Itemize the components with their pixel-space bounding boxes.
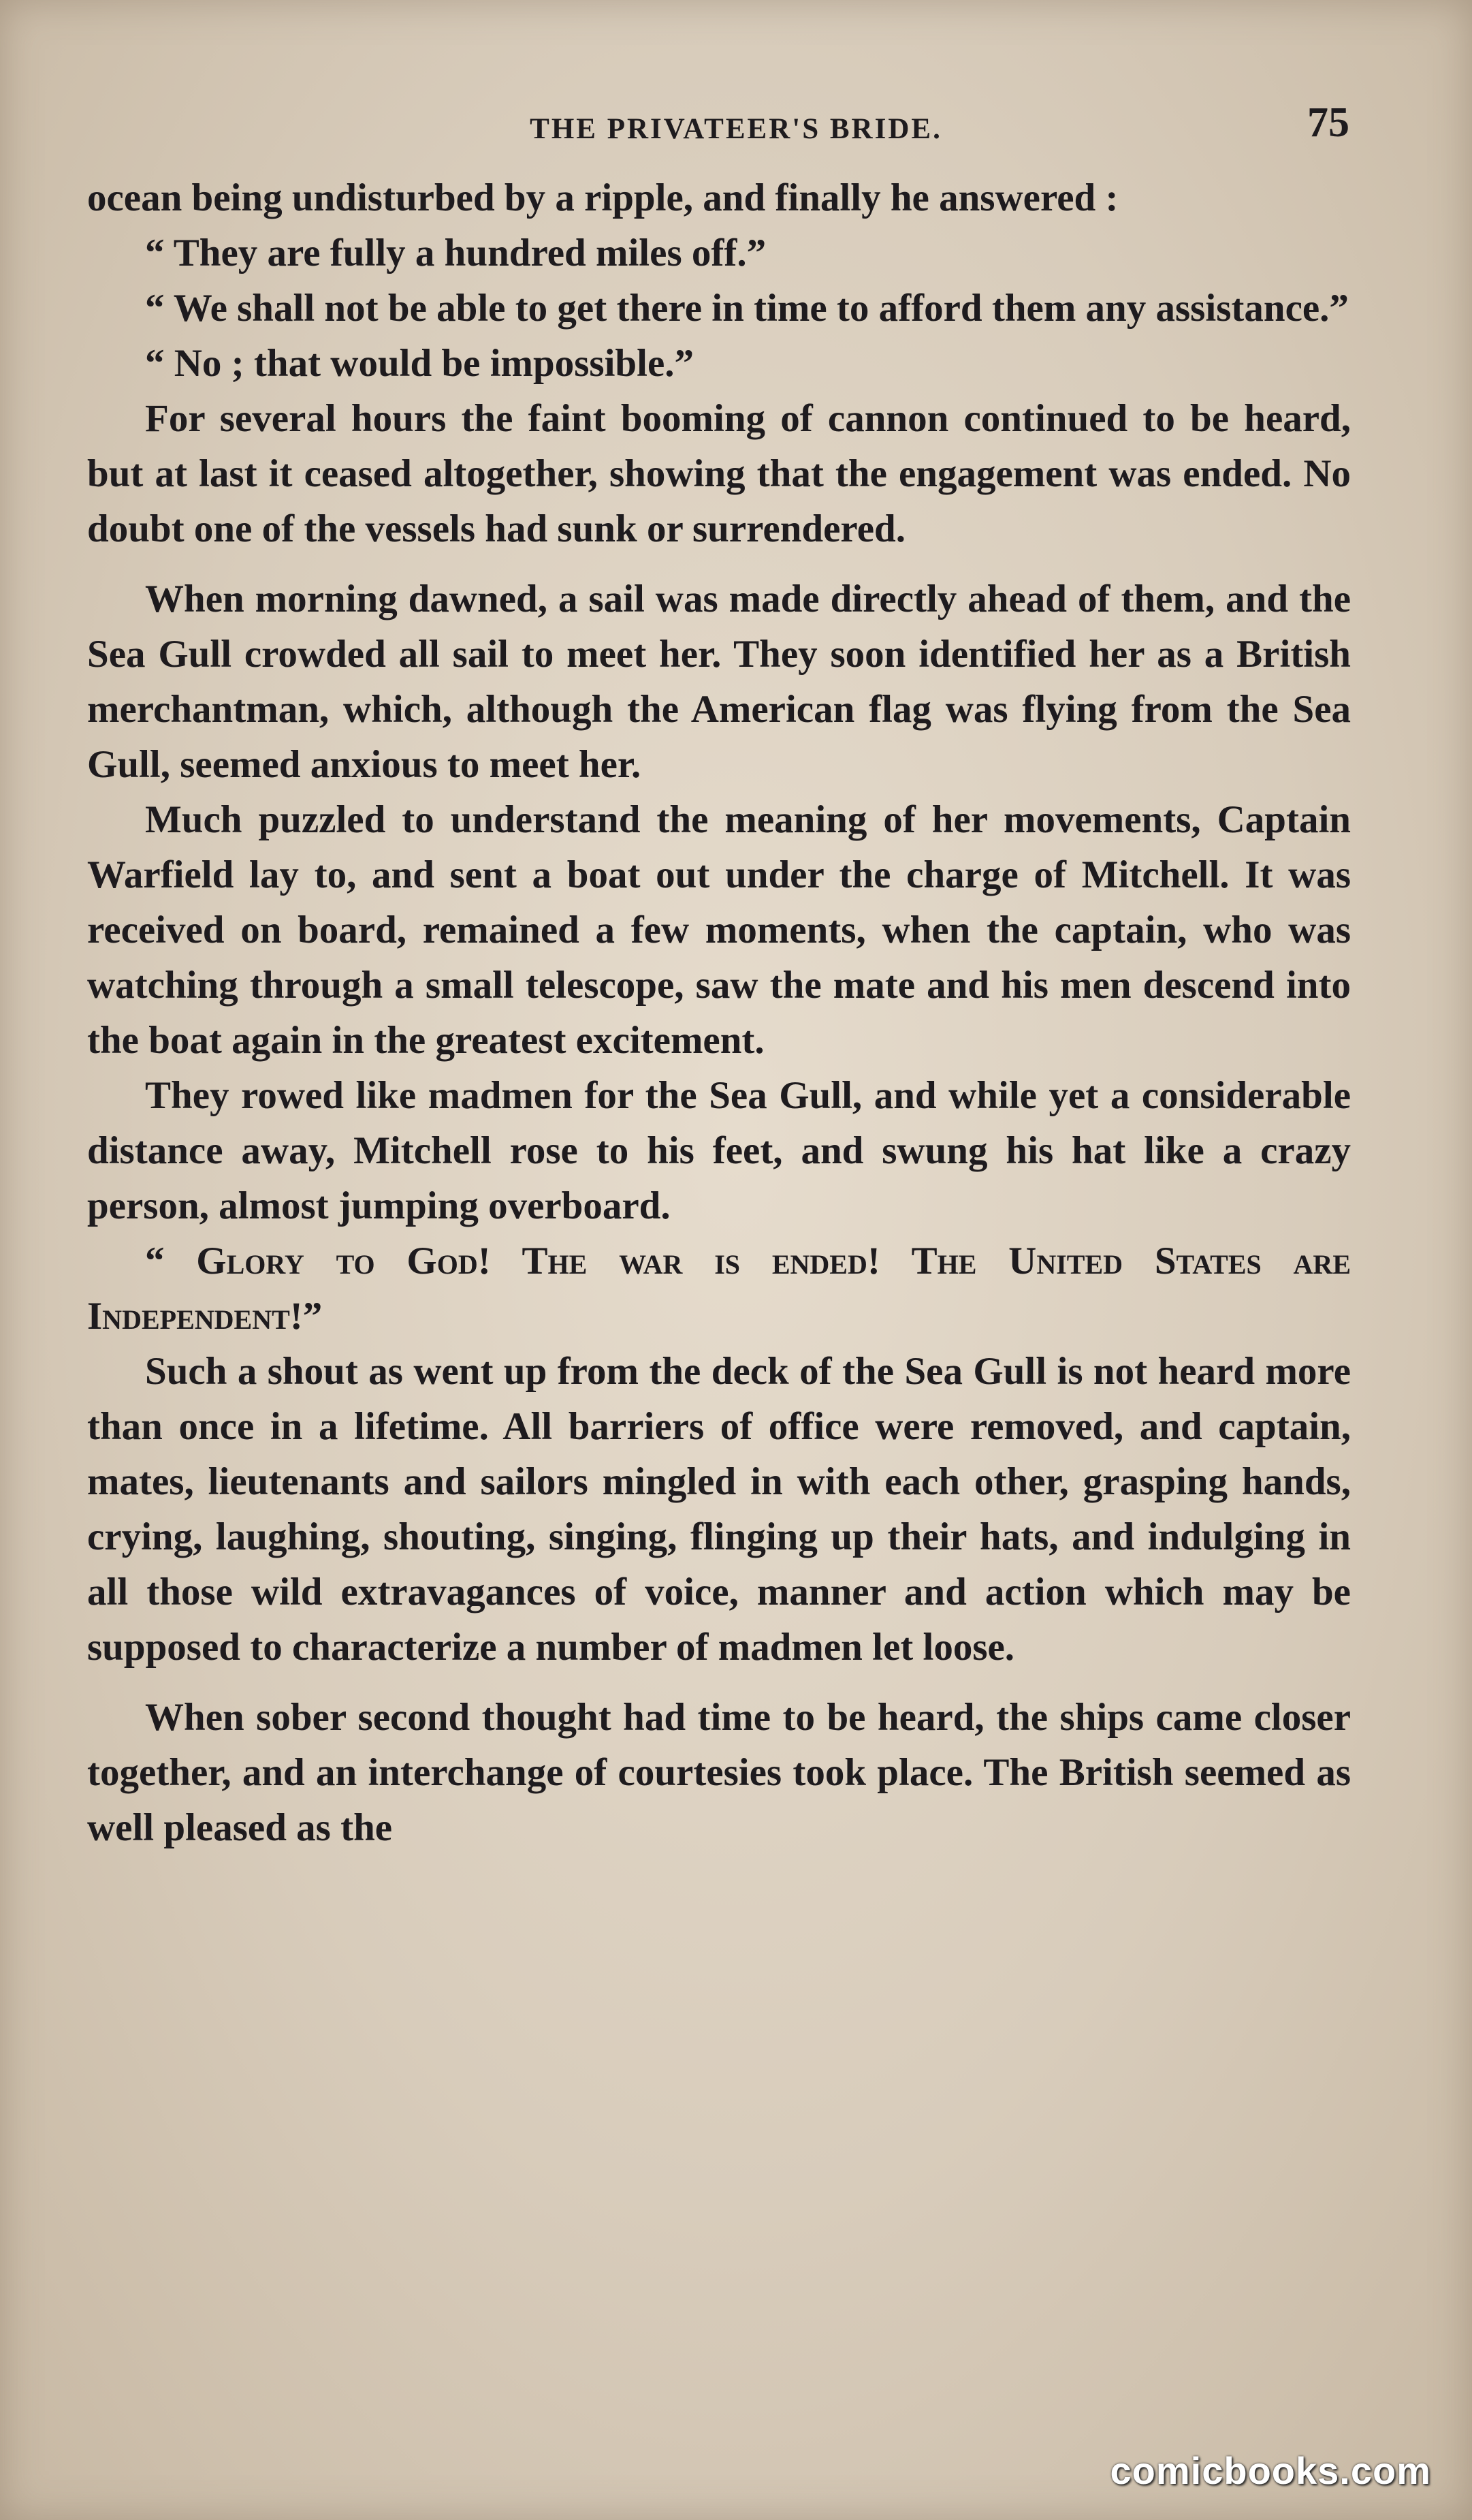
dialogue-paragraph: “ We shall not be able to get there in time to afford them any assistance.” [145, 287, 1349, 330]
watermark: comicbooks.com [1110, 2449, 1431, 2492]
paragraph: For several hours the faint booming of cannon continued to be heard, but at last it ceased altogether, showing that the engagement was ended. No doubt one of the vessels had sunk or surrendered. [87, 397, 1351, 550]
paragraph: When sober second thought had time to be heard, the ships came closer together, and an interchange of courtesies took place. The British seemed as well pleased as the [87, 1696, 1351, 1849]
dialogue-paragraph: “ No ; that would be impossible.” [145, 342, 694, 385]
paragraph: Such a shout as went up from the deck of the Sea Gull is not heard more than once in a lifetime. All barriers of office were removed, and captain, mates, lieutenants and sailors mingled in with each other, grasping hands, crying, laughing, shouting, singing, flinging up their hats, and indulging in all those wild extravagances of voice, manner and action which may be supposed to characterize a number of madmen let loose. [87, 1350, 1351, 1669]
paragraph: Much puzzled to understand the meaning of her movements, Captain Warfield lay to, and sent a boat out under the charge of Mitchell. It was received on board, remained a few moments, when the captain, who was watching through a small telescope, saw the mate and his men descend into the boat again in the greatest excitement. [87, 798, 1351, 1062]
paragraph-continuation: ocean being undisturbed by a ripple, and finally he answered : [87, 176, 1119, 219]
paragraph: They rowed like madmen for the Sea Gull, and while yet a considerable distance away, Mitchell rose to his feet, and swung his hat like a crazy person, almost jumping overboard. [87, 1074, 1351, 1227]
page-number: 75 [1307, 99, 1349, 146]
paragraph: When morning dawned, a sail was made directly ahead of them, and the Sea Gull crowded all sail to meet her. They soon identified her as a British merchantman, which, although the American flag was flying from the Sea Gull, seemed anxious to meet her. [87, 578, 1351, 786]
running-head [0, 92, 1472, 146]
exclamation-paragraph: “ Glory to God! The war is ended! The United States are Independent!” [87, 1240, 1351, 1338]
running-title: THE PRIVATEER'S BRIDE. [530, 113, 942, 145]
body-text [87, 170, 1351, 1855]
dialogue-paragraph: “ They are fully a hundred miles off.” [145, 232, 767, 274]
